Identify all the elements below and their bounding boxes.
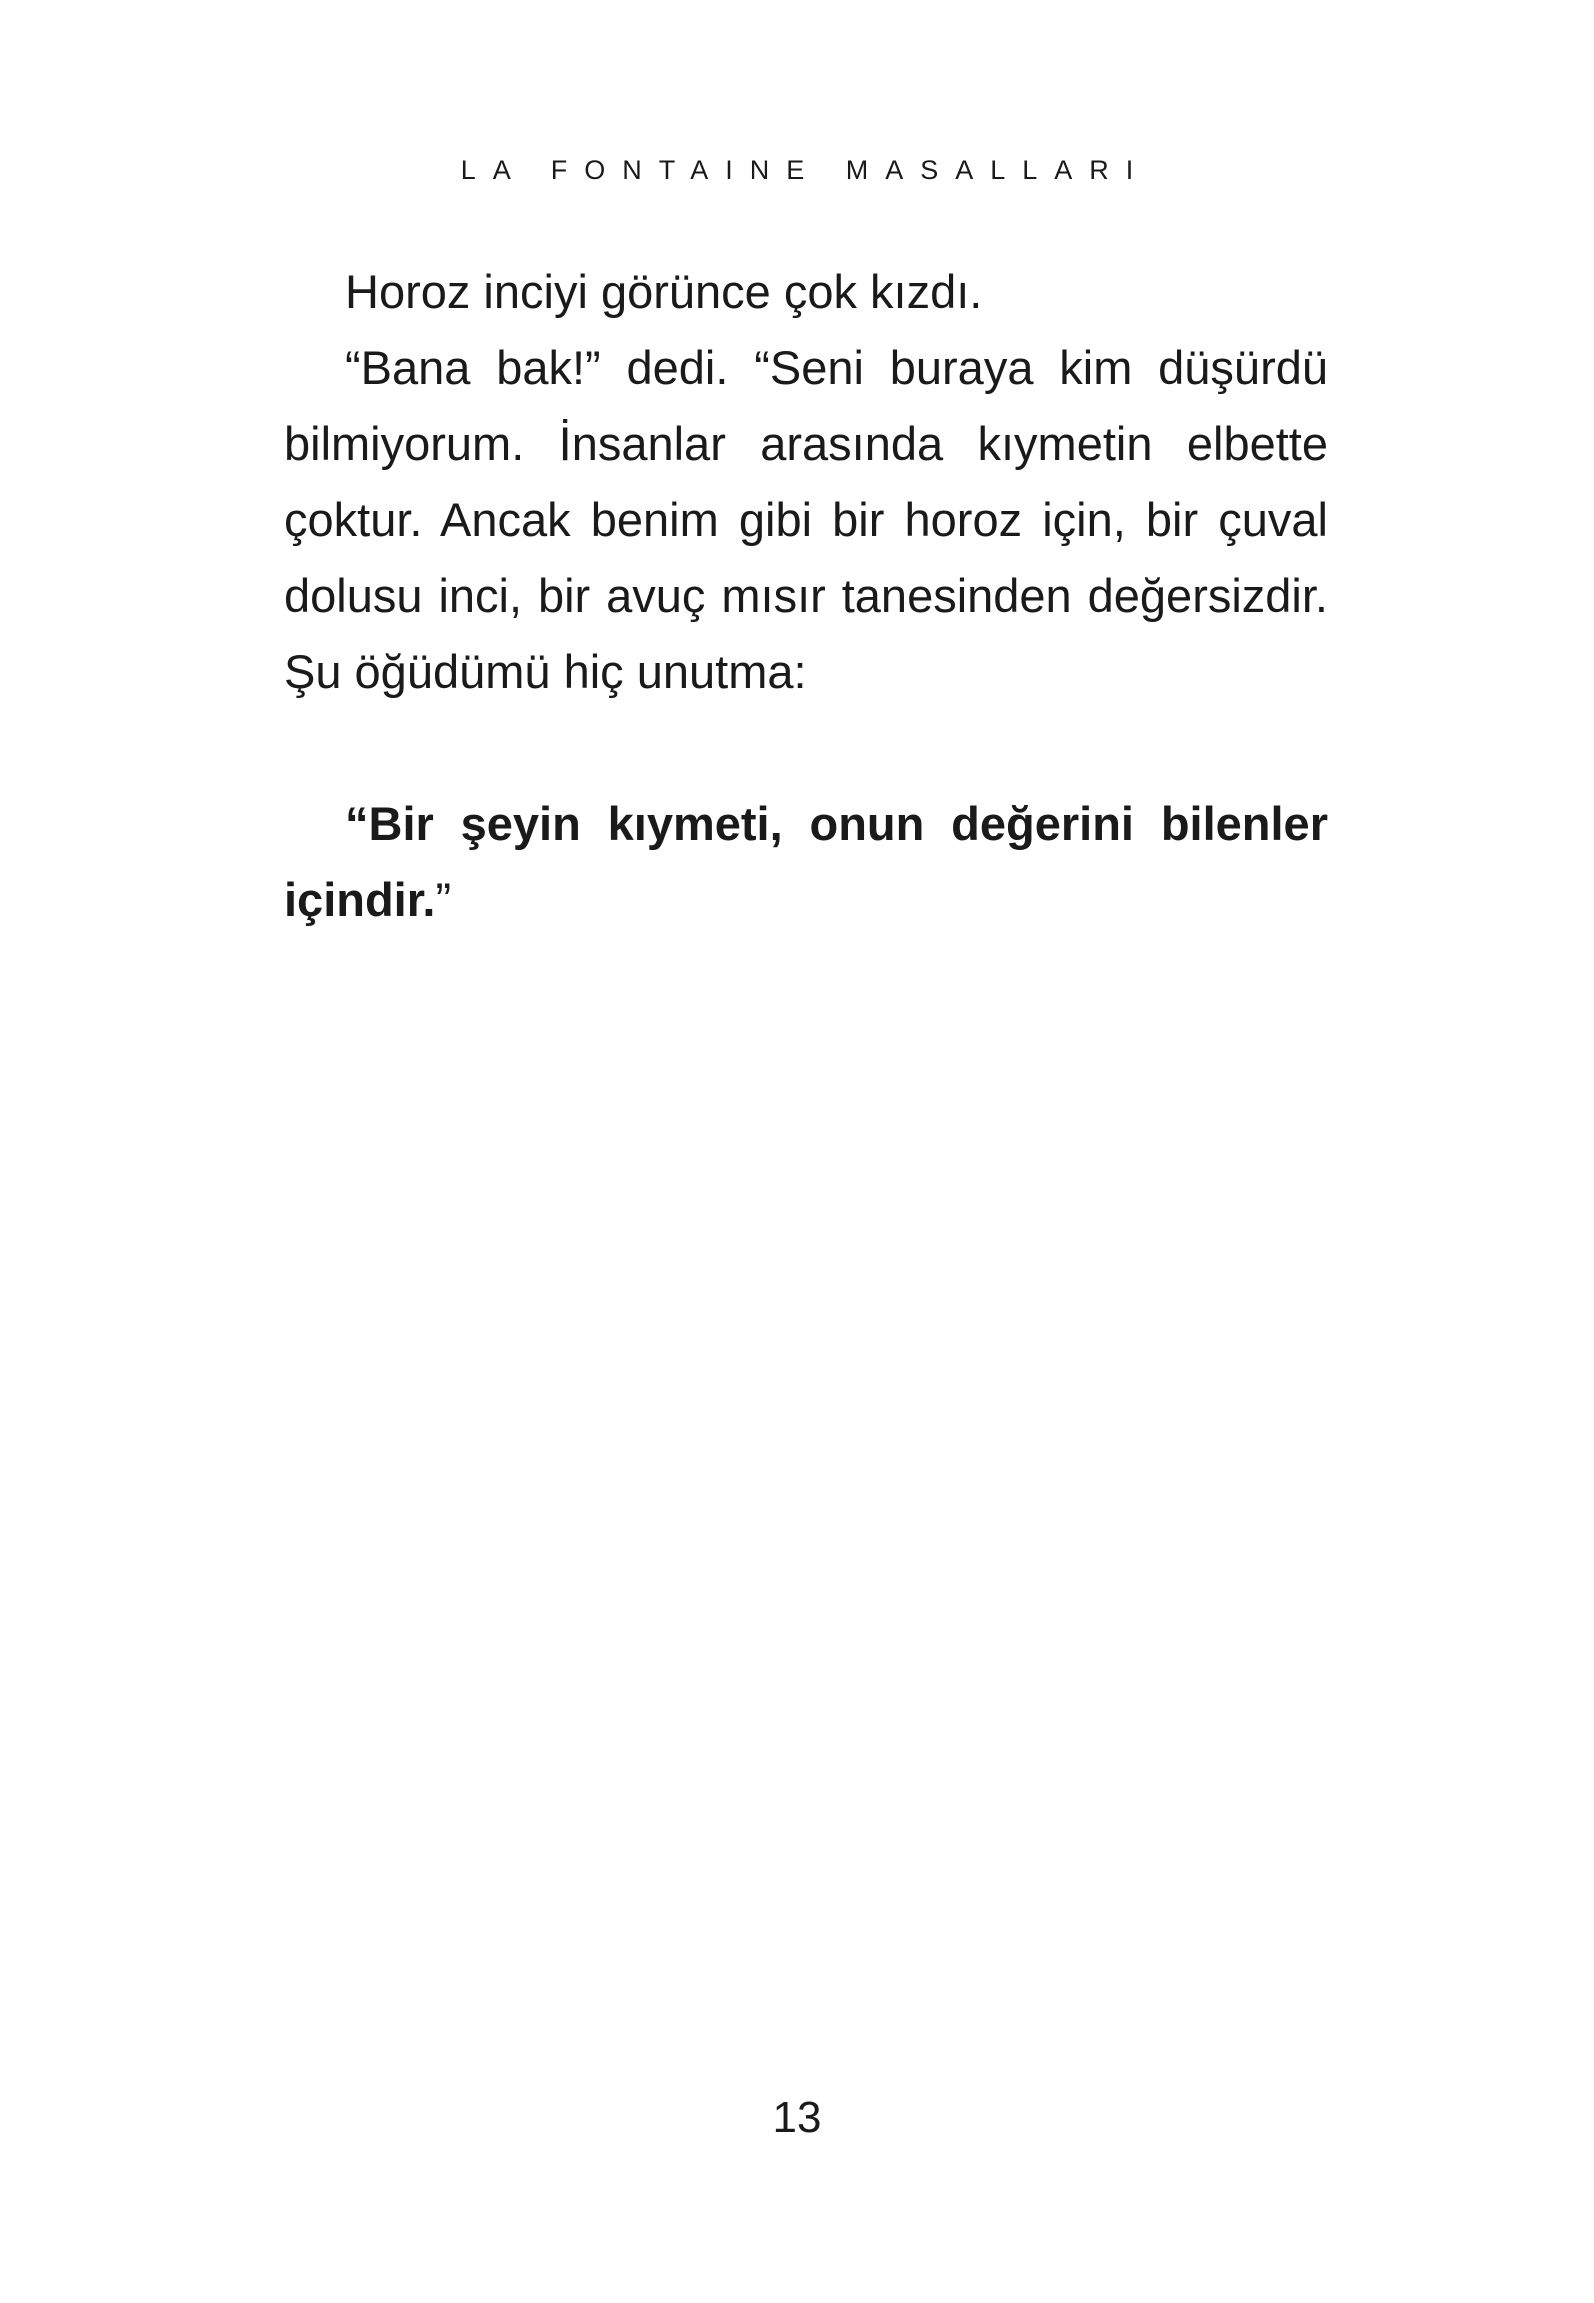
moral-paragraph xyxy=(284,786,1328,938)
moral-text: “Bir şeyin kıymeti, onun değerini bilenler içindir. xyxy=(284,797,1328,926)
moral-closing-quote: ” xyxy=(435,873,452,926)
paragraph-1: Horoz inciyi görünce çok kızdı. xyxy=(345,265,983,318)
running-header: LA FONTAINE MASALLARI xyxy=(460,155,1151,185)
page-number: 13 xyxy=(772,2093,822,2142)
paragraph-2: “Bana bak!” dedi. “Seni buraya kim düşürdü bilmiyorum. İnsanlar arasında kıymetin elbette çoktur. Ancak benim gibi bir horoz için, bir çuval dolusu inci, bir avuç mısır tanesinden değersizdir. Şu öğüdümü hiç unutma: xyxy=(284,341,1328,698)
story-text xyxy=(284,254,1328,938)
